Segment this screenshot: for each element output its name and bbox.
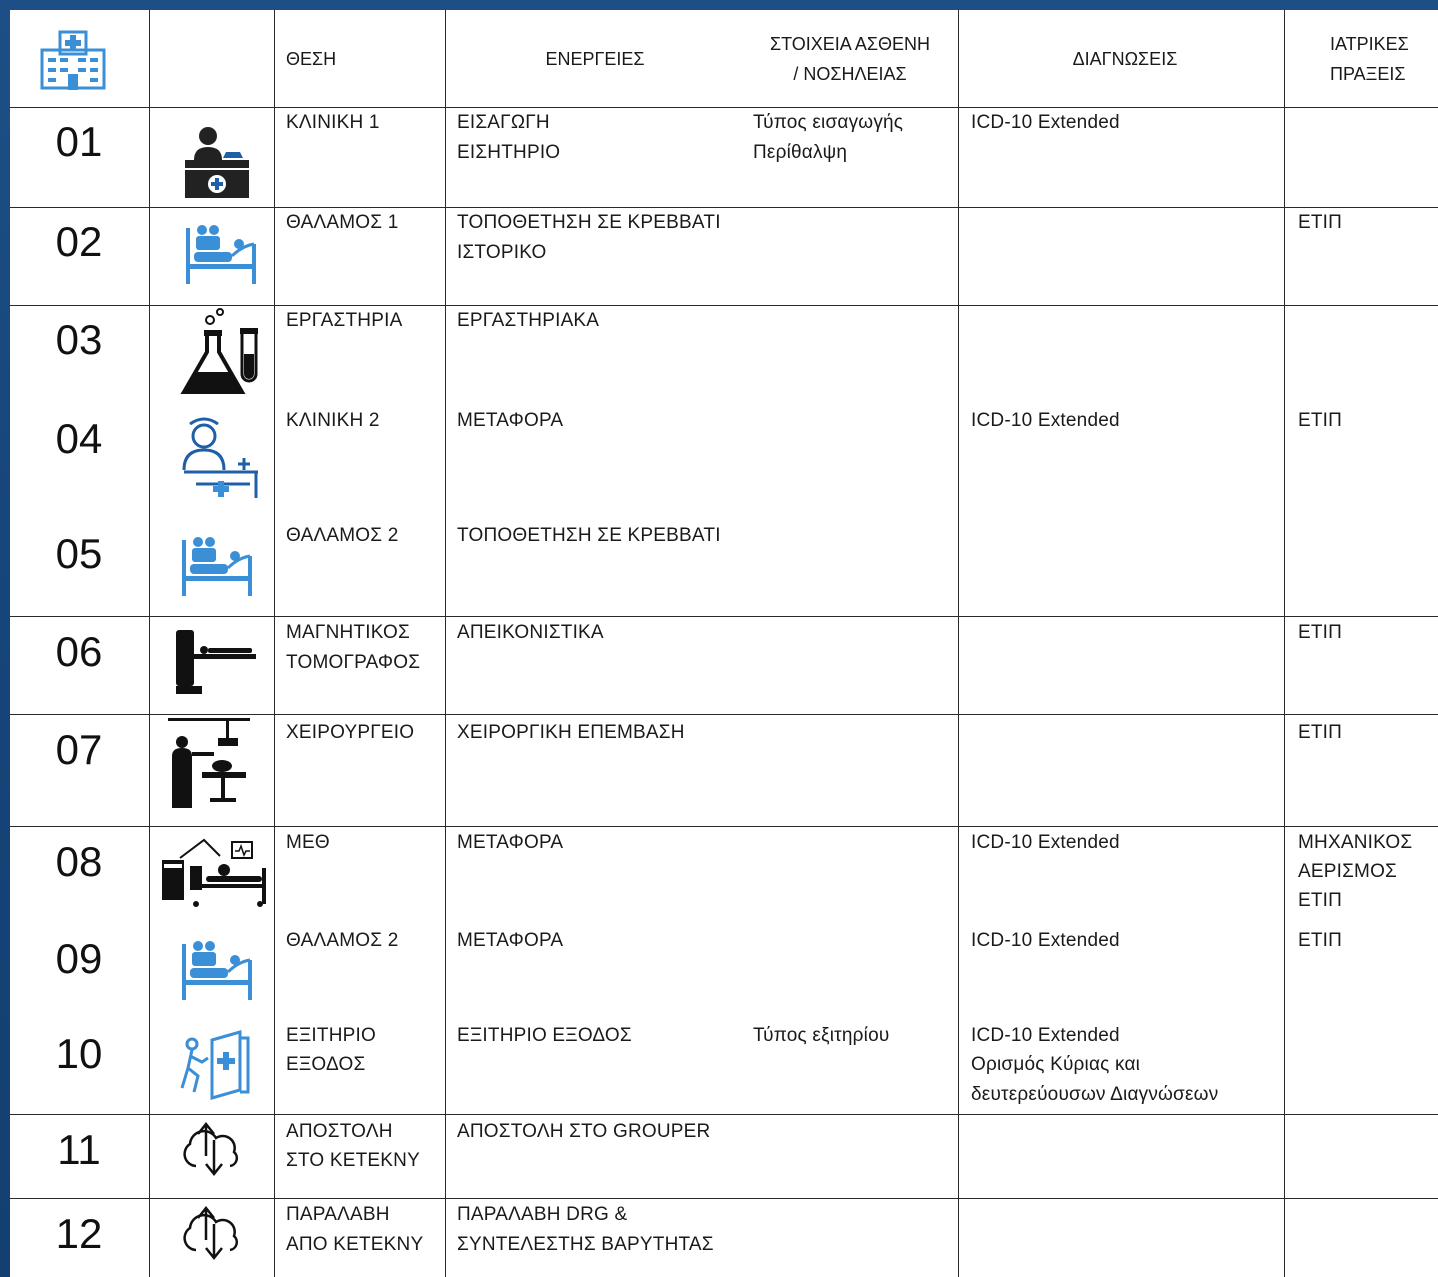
header-patient-line2: / ΝΟΣΗΛΕΙΑΣ bbox=[793, 64, 907, 84]
grid-line bbox=[10, 1114, 1438, 1115]
cell-diagnosis: ICD-10 Extended bbox=[971, 930, 1120, 951]
header-diagnoses: ΔΙΑΓΝΩΣΕΙΣ bbox=[1072, 49, 1178, 69]
ward-bed-icon bbox=[182, 222, 260, 288]
cell-diagnosis: ICD-10 Extended bbox=[971, 112, 1120, 133]
cell-place: ΜΑΓΝΗΤΙΚΟΣ bbox=[286, 622, 410, 643]
header-actions: ΕΝΕΡΓΕΙΕΣ bbox=[545, 49, 645, 69]
mri-scanner-icon bbox=[172, 626, 258, 698]
grid-line bbox=[1284, 10, 1285, 1277]
icu-bed-icon bbox=[160, 838, 270, 910]
laboratory-flask-icon bbox=[180, 308, 264, 400]
cell-procedure: ΜΗΧΑΝΙΚΟΣ bbox=[1298, 832, 1413, 853]
grid-line bbox=[10, 616, 1438, 617]
cell-patient: Περίθαλψη bbox=[753, 142, 848, 163]
cell-action: ΕΙΣΗΤΗΡΙΟ bbox=[457, 142, 561, 163]
cell-action: ΜΕΤΑΦΟΡΑ bbox=[457, 930, 564, 951]
ward-bed-icon bbox=[178, 938, 256, 1004]
cell-procedure: ΕΤΙΠ bbox=[1298, 890, 1343, 911]
clinical-pathway-table bbox=[10, 10, 1438, 1277]
cell-place: ΑΠΟ ΚΕΤΕΚΝΥ bbox=[286, 1234, 424, 1255]
grid-line bbox=[10, 107, 1438, 108]
operating-room-icon bbox=[166, 716, 252, 816]
cell-action: ΣΥΝΤΕΛΕΣΤΗΣ ΒΑΡΥΤΗΤΑΣ bbox=[457, 1234, 714, 1255]
row-number: 11 bbox=[57, 1126, 101, 1173]
grid-line bbox=[149, 10, 150, 1277]
cell-place: ΣΤΟ ΚΕΤΕΚΝΥ bbox=[286, 1150, 420, 1171]
grid-line bbox=[10, 826, 1438, 827]
cell-action: ΜΕΤΑΦΟΡΑ bbox=[457, 410, 564, 431]
cell-place: ΧΕΙΡΟΥΡΓΕΙΟ bbox=[286, 722, 415, 743]
cell-place: ΚΛΙΝΙΚΗ 2 bbox=[286, 410, 380, 431]
cell-diagnosis: δευτερεύουσων Διαγνώσεων bbox=[971, 1084, 1219, 1105]
cell-action: ΕΞΙΤΗΡΙΟ ΕΞΟΔΟΣ bbox=[457, 1025, 632, 1046]
cloud-upload-icon bbox=[176, 1118, 246, 1184]
exit-door-icon bbox=[178, 1028, 250, 1100]
cell-place: ΘΑΛΑΜΟΣ 2 bbox=[286, 525, 399, 546]
row-number: 02 bbox=[55, 218, 103, 265]
row-number: 12 bbox=[55, 1210, 103, 1257]
cell-procedure: ΕΤΙΠ bbox=[1298, 410, 1343, 431]
cell-patient: Τύπος εξιτηρίου bbox=[753, 1025, 890, 1046]
row-number: 10 bbox=[55, 1030, 103, 1077]
cell-action: ΕΙΣΑΓΩΓΗ bbox=[457, 112, 550, 133]
cell-procedure: ΕΤΙΠ bbox=[1298, 722, 1343, 743]
ward-bed-icon bbox=[178, 534, 256, 600]
cell-action: ΧΕΙΡΟΡΓΙΚΗ ΕΠΕΜΒΑΣΗ bbox=[457, 722, 685, 743]
grid-line bbox=[274, 10, 275, 1277]
cell-place: ΕΞΟΔΟΣ bbox=[286, 1054, 366, 1075]
header-procedures-line1: ΙΑΤΡΙΚΕΣ bbox=[1330, 34, 1409, 54]
cell-action: ΙΣΤΟΡΙΚΟ bbox=[457, 242, 547, 263]
grid-line bbox=[10, 1198, 1438, 1199]
header-patient-line1: ΣΤΟΙΧΕΙΑ ΑΣΘΕΝΗ bbox=[770, 34, 930, 54]
cell-place: ΘΑΛΑΜΟΣ 2 bbox=[286, 930, 399, 951]
cell-action: ΠΑΡΑΛΑΒΗ DRG & bbox=[457, 1204, 628, 1225]
cell-action: ΑΠΟΣΤΟΛΗ ΣΤΟ GROUPER bbox=[457, 1121, 711, 1142]
cell-place: ΘΑΛΑΜΟΣ 1 bbox=[286, 212, 399, 233]
hospital-building-icon bbox=[38, 26, 108, 92]
row-number: 09 bbox=[55, 935, 103, 982]
cell-procedure: ΕΤΙΠ bbox=[1298, 212, 1343, 233]
cell-action: ΜΕΤΑΦΟΡΑ bbox=[457, 832, 564, 853]
row-number: 06 bbox=[55, 628, 103, 675]
cell-diagnosis: ICD-10 Extended bbox=[971, 832, 1120, 853]
cell-action: ΤΟΠΟΘΕΤΗΣΗ ΣΕ ΚΡΕΒΒΑΤΙ bbox=[457, 525, 721, 546]
cloud-download-icon bbox=[176, 1202, 246, 1268]
row-number: 04 bbox=[55, 415, 103, 462]
reception-desk-icon bbox=[182, 122, 252, 200]
header-procedures-line2: ΠΡΑΞΕΙΣ bbox=[1330, 64, 1406, 84]
cell-place: ΕΡΓΑΣΤΗΡΙΑ bbox=[286, 310, 403, 331]
row-number: 03 bbox=[55, 316, 103, 363]
cell-place: ΚΛΙΝΙΚΗ 1 bbox=[286, 112, 380, 133]
row-number: 08 bbox=[55, 838, 103, 885]
cell-diagnosis: Ορισμός Κύριας και bbox=[971, 1054, 1141, 1075]
cell-diagnosis: ICD-10 Extended bbox=[971, 1025, 1120, 1046]
cell-place: ΠΑΡΑΛΑΒΗ bbox=[286, 1204, 390, 1225]
cell-diagnosis: ICD-10 Extended bbox=[971, 410, 1120, 431]
cell-place: ΑΠΟΣΤΟΛΗ bbox=[286, 1121, 393, 1142]
row-number: 07 bbox=[55, 726, 103, 773]
header-position: ΘΕΣΗ bbox=[286, 49, 337, 69]
cell-action: ΑΠΕΙΚΟΝΙΣΤΙΚΑ bbox=[457, 622, 604, 643]
cell-action: ΤΟΠΟΘΕΤΗΣΗ ΣΕ ΚΡΕΒΒΑΤΙ bbox=[457, 212, 721, 233]
cell-place: ΕΞΙΤΗΡΙΟ bbox=[286, 1025, 376, 1046]
cell-patient: Τύπος εισαγωγής bbox=[753, 112, 904, 133]
cell-place: ΤΟΜΟΓΡΑΦΟΣ bbox=[286, 652, 421, 673]
cell-action: ΕΡΓΑΣΤΗΡΙΑΚΑ bbox=[457, 310, 600, 331]
grid-line bbox=[445, 10, 446, 1277]
cell-procedure: ΕΤΙΠ bbox=[1298, 622, 1343, 643]
cell-procedure: ΕΤΙΠ bbox=[1298, 930, 1343, 951]
row-number: 01 bbox=[55, 118, 103, 165]
cell-procedure: ΑΕΡΙΣΜΟΣ bbox=[1298, 861, 1397, 882]
grid-line bbox=[10, 207, 1438, 208]
clinic-nurse-icon bbox=[174, 414, 258, 498]
row-number: 05 bbox=[55, 530, 103, 577]
grid-line bbox=[10, 305, 1438, 306]
cell-place: ΜΕΘ bbox=[286, 832, 330, 853]
grid-line bbox=[958, 10, 959, 1277]
grid-line bbox=[10, 714, 1438, 715]
